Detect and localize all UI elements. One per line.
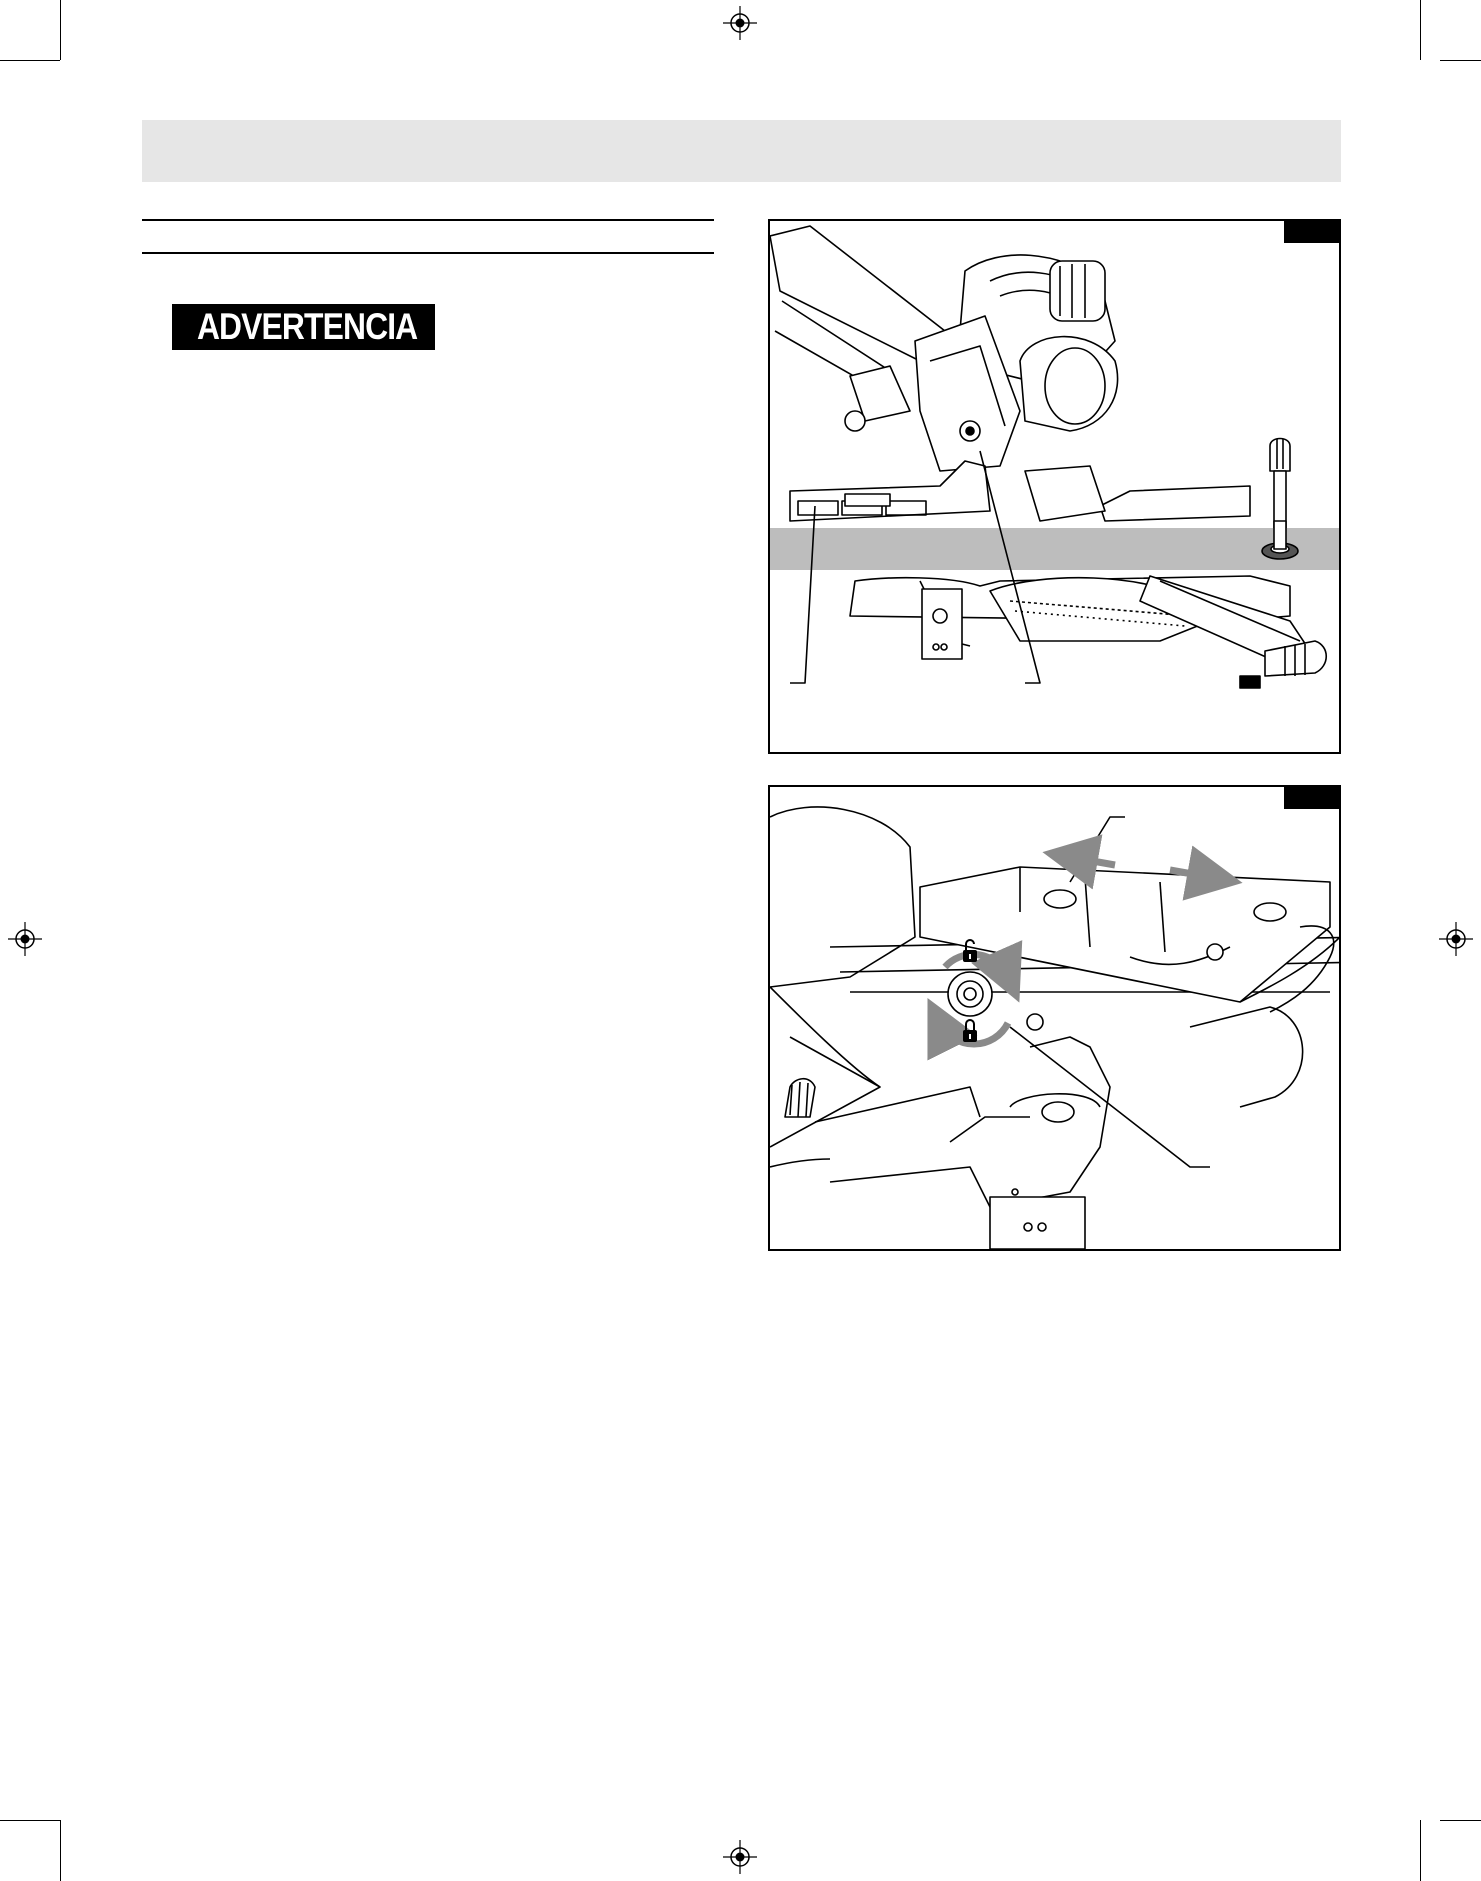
fence-knob-illustration bbox=[770, 787, 1339, 1249]
section-rule-bottom bbox=[142, 252, 714, 254]
crop-mark-bottom-left-h bbox=[0, 1820, 60, 1821]
miter-saw-illustration bbox=[770, 221, 1339, 752]
section-rule-top bbox=[142, 219, 714, 221]
warning-label-text: ADVERTENCIA bbox=[197, 306, 418, 347]
crop-mark-bottom-left-v bbox=[60, 1820, 61, 1881]
registration-mark-left-icon bbox=[8, 922, 42, 956]
figure-number-tab bbox=[1284, 787, 1339, 809]
warning-label bbox=[172, 304, 435, 350]
lock-icon-closed bbox=[963, 1020, 977, 1042]
registration-mark-top-icon bbox=[723, 6, 757, 40]
figure-fence-lock-knob bbox=[768, 785, 1341, 1251]
crop-mark-top-left-v bbox=[60, 0, 61, 60]
registration-mark-bottom-icon bbox=[723, 1840, 757, 1874]
page-header-band bbox=[142, 120, 1341, 182]
crop-mark-top-right-h bbox=[1440, 60, 1481, 61]
registration-mark-right-icon bbox=[1439, 922, 1473, 956]
crop-mark-bottom-right-v bbox=[1420, 1820, 1421, 1881]
figure-miter-saw-fence bbox=[768, 219, 1341, 754]
crop-mark-top-left-h bbox=[0, 60, 60, 61]
figure-number-tab bbox=[1284, 221, 1339, 243]
crop-mark-bottom-right-h bbox=[1440, 1820, 1481, 1821]
crop-mark-top-right-v bbox=[1420, 0, 1421, 60]
